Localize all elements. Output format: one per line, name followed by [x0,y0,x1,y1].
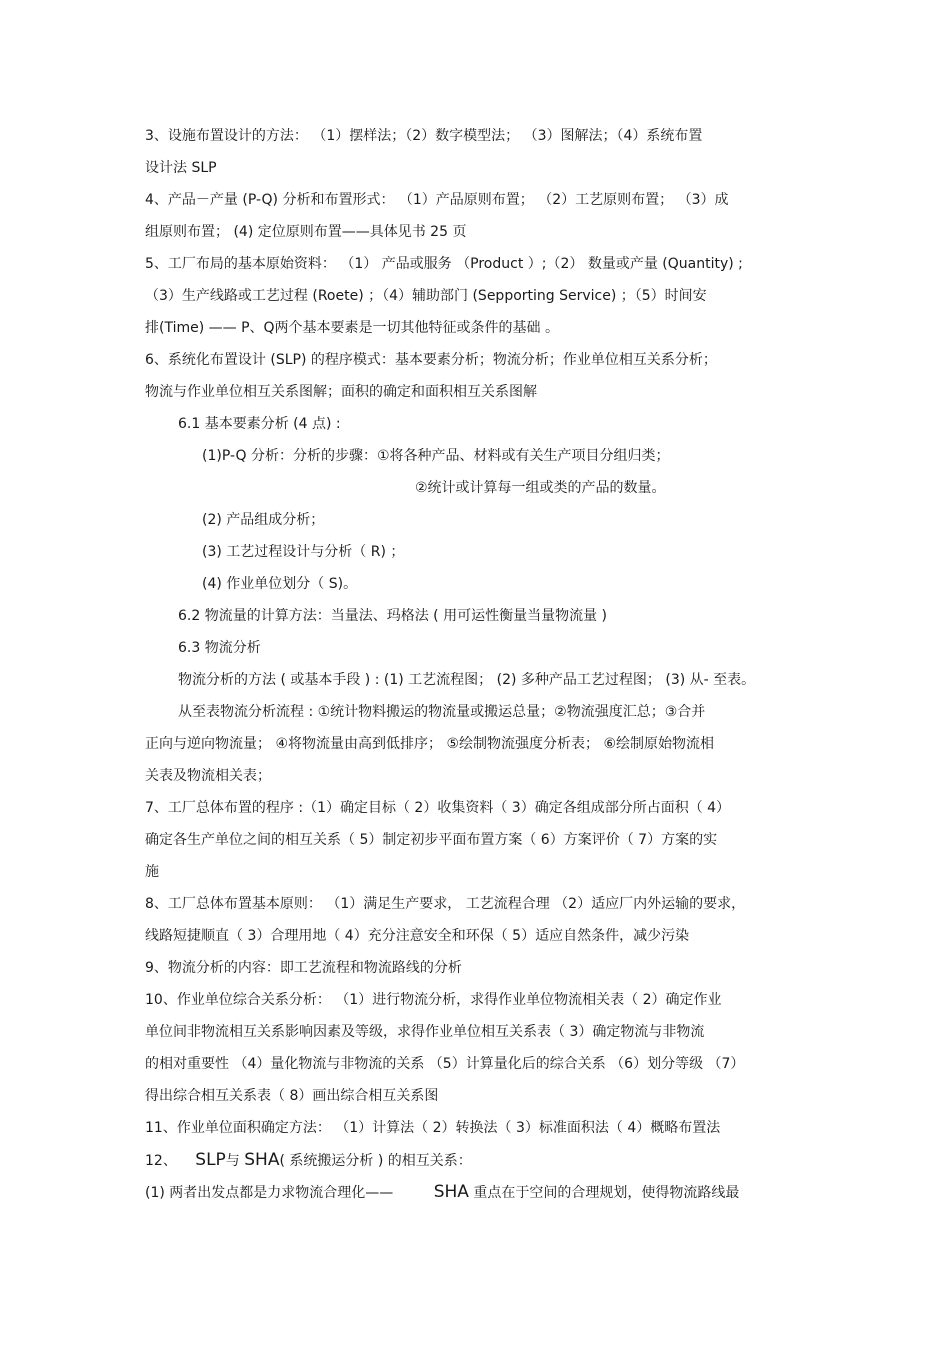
text-line-from-to-a: 从至表物流分析流程 : ①统计物料搬运的物流量或搬运总量；②物流强度汇总；③合并 [178,704,706,720]
text-line-3b: 设计法 SLP [145,160,217,176]
text-line-10b: 单位间非物流相互关系影响因素及等级，求得作业单位相互关系表（ 3）确定物流与非物流 [145,1024,705,1040]
text-line-10a: 10、作业单位综合关系分析： （1）进行物流分析，求得作业单位物流相关表（ 2）确定作业 [145,992,722,1008]
text-line-5c: 排(Time) —— P、Q两个基本要素是一切其他特征或条件的基础 。 [145,320,559,336]
subheading-6-1: 6.1 基本要素分析 (4 点) : [178,416,341,432]
text-line-7a: 7、工厂总体布置的程序 :（1）确定目标（ 2）收集资料（ 3）确定各组成部分所占面积（ 4） [145,800,731,816]
subheading-6-3: 6.3 物流分析 [178,640,261,656]
line12-rest: ( 系统搬运分析 ) 的相互关系： [279,1153,472,1169]
text-line-5b: （3）生产线路或工艺过程 (Roete) ；（4）辅助部门 (Sepporting Service) ；（5）时间安 [145,288,707,304]
text-line-product-composition: (2) 产品组成分析； [202,512,325,528]
text-line-4a: 4、产品－产量 (P-Q) 分析和布置形式： （1）产品原则布置； （2）工艺原则布置； （3）成 [145,192,729,208]
text-line-4b: 组原则布置； (4) 定位原则布置——具体见书 25 页 [145,224,467,240]
text-line-13 [145,1182,739,1203]
text-line-analysis-methods: 物流分析的方法 ( 或基本手段 ) : (1) 工艺流程图； (2) 多种产品工艺过程图； (3) 从- 至表。 [178,672,756,688]
slp-term: SLP [195,1150,226,1170]
connector-text: 与 [225,1153,240,1169]
text-line-8b: 线路短捷顺直（ 3）合理用地（ 4）充分注意安全和环保（ 5）适应自然条件，减少污染 [145,928,690,944]
text-line-7b: 确定各生产单位之间的相互关系（ 5）制定初步平面布置方案（ 6）方案评价（ 7）方案的实 [145,832,718,848]
text-line-11: 11、作业单位面积确定方法： （1）计算法（ 2）转换法（ 3）标准面积法（ 4）概略布置法 [145,1120,721,1136]
item-number-12: 12、 [145,1153,177,1169]
line13-part-b: 重点在于空间的合理规划，使得物流路线最 [468,1185,740,1201]
text-line-from-to-b: 正向与逆向物流量； ④将物流量由高到低排序； ⑤绘制物流强度分析表； ⑥绘制原始物流相 [145,736,715,752]
text-line-5a: 5、工厂布局的基本原始资料： （1） 产品或服务 （Product ）;（2） 数量或产量 (Quantity) ; [145,256,743,272]
text-line-10c: 的相对重要性 （4）量化物流与非物流的关系 （5）计算量化后的综合关系 （6）划分等级 （7） [145,1056,745,1072]
text-line-pq: (1)P-Q 分析：分析的步骤：①将各种产品、材料或有关生产项目分组归类； [202,448,670,464]
sha-term: SHA [244,1150,280,1170]
text-line-6b: 物流与作业单位相互关系图解；面积的确定和面积相互关系图解 [145,384,537,400]
sha-term-2: SHA [433,1182,469,1202]
text-line-7c: 施 [145,864,159,880]
subheading-6-2: 6.2 物流量的计算方法：当量法、玛格法 ( 用可运性衡量当量物流量 ) [178,608,607,624]
text-line-6a: 6、系统化布置设计 (SLP) 的程序模式：基本要素分析；物流分析；作业单位相互关系分析； [145,352,717,368]
text-line-10d: 得出综合相互关系表（ 8）画出综合相互关系图 [145,1088,439,1104]
line13-part-a: (1) 两者出发点都是力求物流合理化—— [145,1185,394,1201]
text-line-from-to-c: 关表及物流相关表； [145,768,271,784]
text-line-unit-division: (4) 作业单位划分（ S)。 [202,576,358,592]
text-line-8a: 8、工厂总体布置基本原则： （1）满足生产要求， 工艺流程合理 （2）适应厂内外运输的要求， [145,896,746,912]
text-line-12 [145,1150,472,1171]
text-line-process-design: (3) 工艺过程设计与分析（ R) ； [202,544,405,560]
text-line-pq-step2: ②统计或计算每一组或类的产品的数量。 [415,480,666,496]
text-line-9: 9、物流分析的内容：即工艺流程和物流路线的分析 [145,960,462,976]
text-line-3a: 3、设施布置设计的方法： （1）摆样法；（2）数字模型法； （3）图解法；（4）系统布置 [145,128,703,144]
